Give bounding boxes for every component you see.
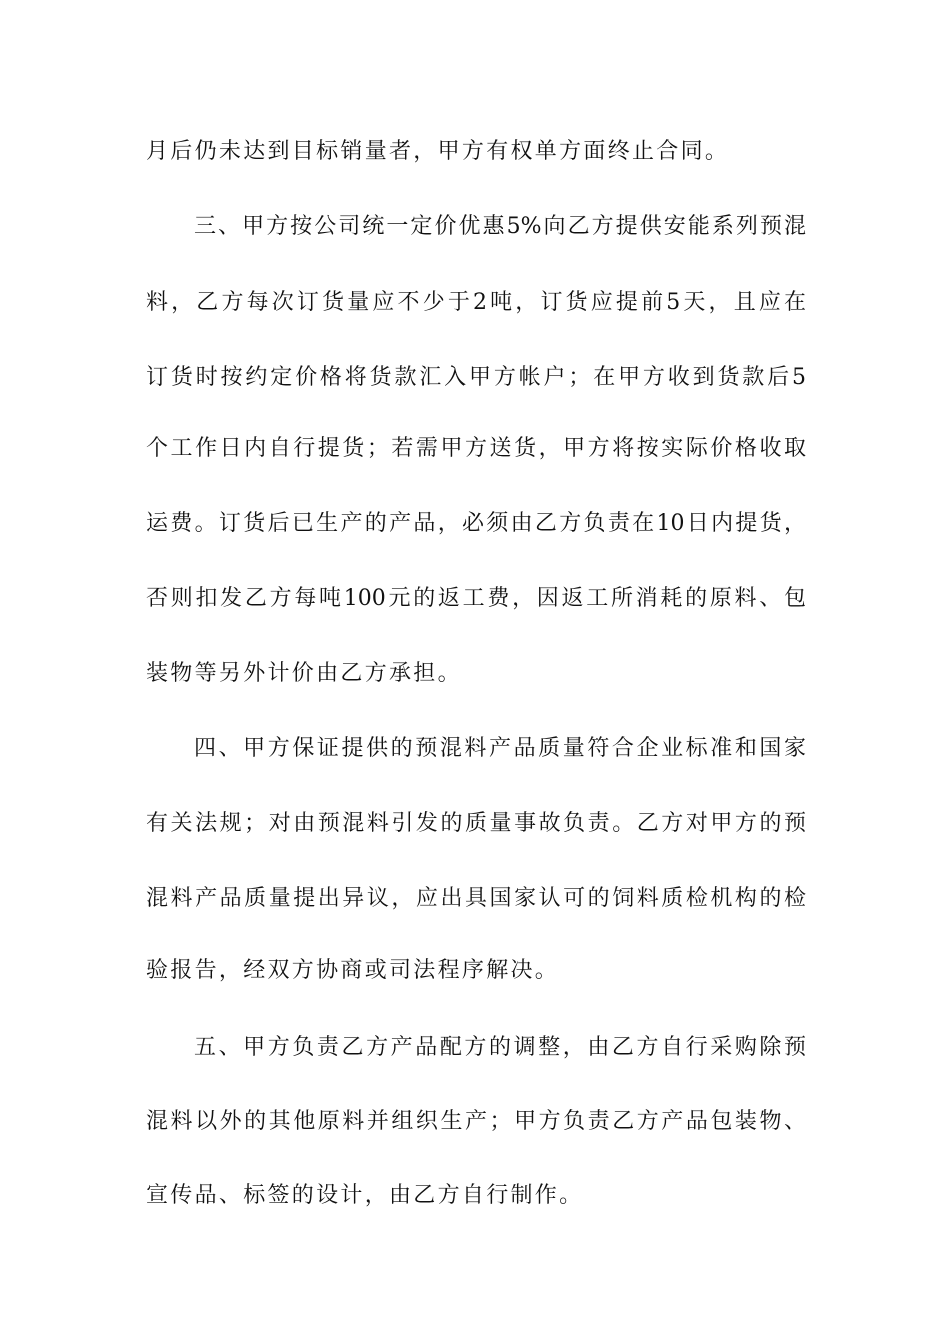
text-line: 月后仍未达到目标销量者，甲方有权单方面终止合同。 bbox=[146, 139, 730, 164]
text-line: 混料产品质量提出异议，应出具国家认可的饲料质检机构的检 bbox=[146, 886, 806, 911]
text-line: 验报告，经双方协商或司法程序解决。 bbox=[146, 958, 560, 983]
text-line: 否则扣发乙方每吨100元的返工费，因返工所消耗的原料、包 bbox=[146, 586, 806, 611]
paragraph-three-first-line: 三、甲方按公司统一定价优惠5%向乙方提供安能系列预混 bbox=[194, 214, 806, 239]
paragraph-four-first-line: 四、甲方保证提供的预混料产品质量符合企业标准和国家 bbox=[194, 736, 806, 761]
text-line: 订货时按约定价格将货款汇入甲方帐户；在甲方收到货款后5 bbox=[146, 365, 806, 390]
text-line: 宣传品、标签的设计，由乙方自行制作。 bbox=[146, 1183, 584, 1208]
text-line: 装物等另外计价由乙方承担。 bbox=[146, 661, 462, 686]
text-line: 料，乙方每次订货量应不少于2吨，订货应提前5天，且应在 bbox=[146, 290, 806, 315]
text-line: 混料以外的其他原料并组织生产；甲方负责乙方产品包装物、 bbox=[146, 1109, 806, 1134]
paragraph-five-first-line: 五、甲方负责乙方产品配方的调整，由乙方自行采购除预 bbox=[194, 1035, 806, 1060]
text-line: 有关法规；对由预混料引发的质量事故负责。乙方对甲方的预 bbox=[146, 811, 806, 836]
text-line: 运费。订货后已生产的产品，必须由乙方负责在10日内提货， bbox=[146, 511, 806, 536]
text-line: 个工作日内自行提货；若需甲方送货，甲方将按实际价格收取 bbox=[146, 436, 806, 461]
